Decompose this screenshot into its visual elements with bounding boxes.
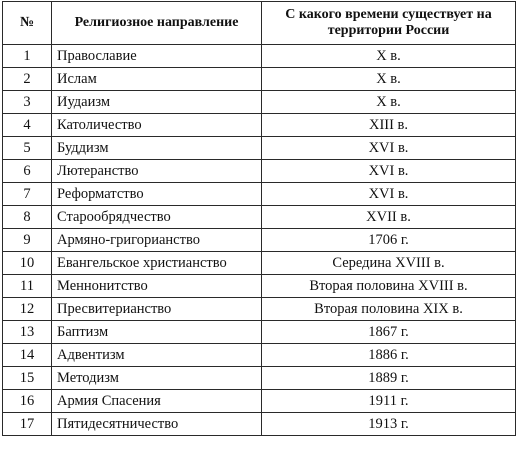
row-since: XVI в.: [262, 183, 516, 206]
row-number: 10: [3, 252, 52, 275]
row-number: 16: [3, 390, 52, 413]
row-number: 4: [3, 114, 52, 137]
table-row: [3, 390, 516, 413]
row-religion: Иудаизм: [52, 91, 262, 114]
row-religion: Армия Спасения: [52, 390, 262, 413]
row-number: 12: [3, 298, 52, 321]
row-religion: Методизм: [52, 367, 262, 390]
row-number: 11: [3, 275, 52, 298]
header-since-when: С какого времени существует на территории России: [262, 2, 516, 45]
row-since: 1889 г.: [262, 367, 516, 390]
header-religious-direction: Религиозное направление: [52, 2, 262, 45]
table-row: [3, 160, 516, 183]
table-row: [3, 114, 516, 137]
table-row: [3, 91, 516, 114]
table-row: [3, 137, 516, 160]
row-religion: Евангельское христианство: [52, 252, 262, 275]
table-row: [3, 183, 516, 206]
table-row: [3, 68, 516, 91]
row-religion: Армяно-григорианство: [52, 229, 262, 252]
row-since: XVI в.: [262, 160, 516, 183]
table-body: [3, 45, 516, 436]
header-number: №: [3, 2, 52, 45]
row-since: XVI в.: [262, 137, 516, 160]
row-religion: Пресвитерианство: [52, 298, 262, 321]
table-row: [3, 321, 516, 344]
row-religion: Лютеранство: [52, 160, 262, 183]
row-number: 14: [3, 344, 52, 367]
row-number: 8: [3, 206, 52, 229]
row-number: 5: [3, 137, 52, 160]
row-since: 1867 г.: [262, 321, 516, 344]
row-religion: Православие: [52, 45, 262, 68]
row-religion: Католичество: [52, 114, 262, 137]
religions-table-container: [2, 1, 515, 436]
row-since: Вторая половина XIX в.: [262, 298, 516, 321]
table-row: [3, 229, 516, 252]
row-number: 6: [3, 160, 52, 183]
table-row: [3, 45, 516, 68]
row-since: Вторая половина XVIII в.: [262, 275, 516, 298]
table-row: [3, 367, 516, 390]
row-number: 2: [3, 68, 52, 91]
row-since: 1911 г.: [262, 390, 516, 413]
row-religion: Меннонитство: [52, 275, 262, 298]
table-row: [3, 206, 516, 229]
row-number: 7: [3, 183, 52, 206]
row-since: XVII в.: [262, 206, 516, 229]
row-since: Середина XVIII в.: [262, 252, 516, 275]
religions-table: [2, 1, 516, 436]
row-religion: Старообрядчество: [52, 206, 262, 229]
table-row: [3, 252, 516, 275]
row-number: 15: [3, 367, 52, 390]
row-since: 1913 г.: [262, 413, 516, 436]
row-religion: Реформатство: [52, 183, 262, 206]
row-number: 3: [3, 91, 52, 114]
row-since: 1886 г.: [262, 344, 516, 367]
row-since: X в.: [262, 91, 516, 114]
row-since: X в.: [262, 45, 516, 68]
table-row: [3, 275, 516, 298]
row-since: XIII в.: [262, 114, 516, 137]
row-since: 1706 г.: [262, 229, 516, 252]
row-since: X в.: [262, 68, 516, 91]
table-row: [3, 413, 516, 436]
table-row: [3, 344, 516, 367]
row-religion: Ислам: [52, 68, 262, 91]
table-header-row: [3, 2, 516, 45]
row-religion: Пятидесятничество: [52, 413, 262, 436]
row-religion: Адвентизм: [52, 344, 262, 367]
row-number: 1: [3, 45, 52, 68]
row-religion: Баптизм: [52, 321, 262, 344]
table-row: [3, 298, 516, 321]
row-number: 17: [3, 413, 52, 436]
row-number: 13: [3, 321, 52, 344]
row-number: 9: [3, 229, 52, 252]
row-religion: Буддизм: [52, 137, 262, 160]
